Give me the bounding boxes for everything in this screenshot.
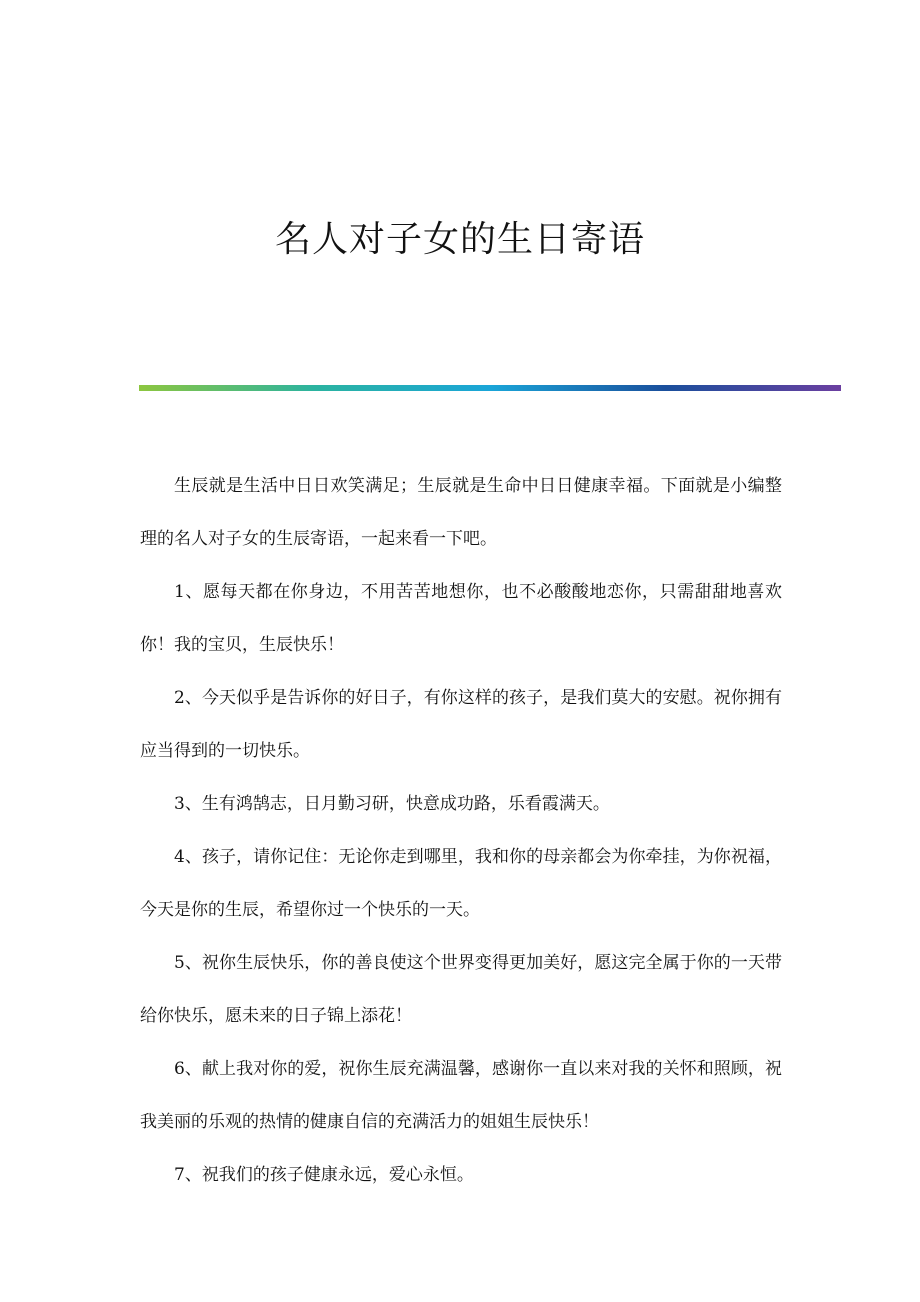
wish-paragraph-4: 4、孩子，请你记住：无论你走到哪里，我和你的母亲都会为你牵挂，为你祝福，今天是你的生辰，希望你过一个快乐的一天。 [140, 847, 782, 920]
gradient-divider [139, 385, 841, 391]
document-title: 名人对子女的生日寄语 [274, 219, 645, 260]
wish-paragraph-3: 3、生有鸿鹄志，日月勤习研，快意成功路，乐看霞满天。 [174, 794, 610, 814]
wish-paragraph-1: 1、愿每天都在你身边，不用苦苦地想你，也不必酸酸地恋你，只需甜甜地喜欢你！我的宝贝，生辰快乐！ [140, 582, 782, 655]
wish-paragraph-7: 7、祝我们的孩子健康永远，爱心永恒。 [174, 1165, 474, 1185]
wish-paragraph-2: 2、今天似乎是告诉你的好日子，有你这样的孩子，是我们莫大的安慰。祝你拥有应当得到的一切快乐。 [140, 688, 782, 761]
wish-paragraph-5: 5、祝你生辰快乐，你的善良使这个世界变得更加美好，愿这完全属于你的一天带给你快乐，愿未来的日子锦上添花！ [140, 953, 782, 1026]
intro-paragraph: 生辰就是生活中日日欢笑满足；生辰就是生命中日日健康幸福。下面就是小编整理的名人对子女的生辰寄语，一起来看一下吧。 [140, 476, 782, 549]
document-body [140, 460, 782, 1202]
wish-paragraph-6: 6、献上我对你的爱，祝你生辰充满温馨，感谢你一直以来对我的关怀和照顾，祝我美丽的乐观的热情的健康自信的充满活力的姐姐生辰快乐！ [140, 1059, 782, 1132]
